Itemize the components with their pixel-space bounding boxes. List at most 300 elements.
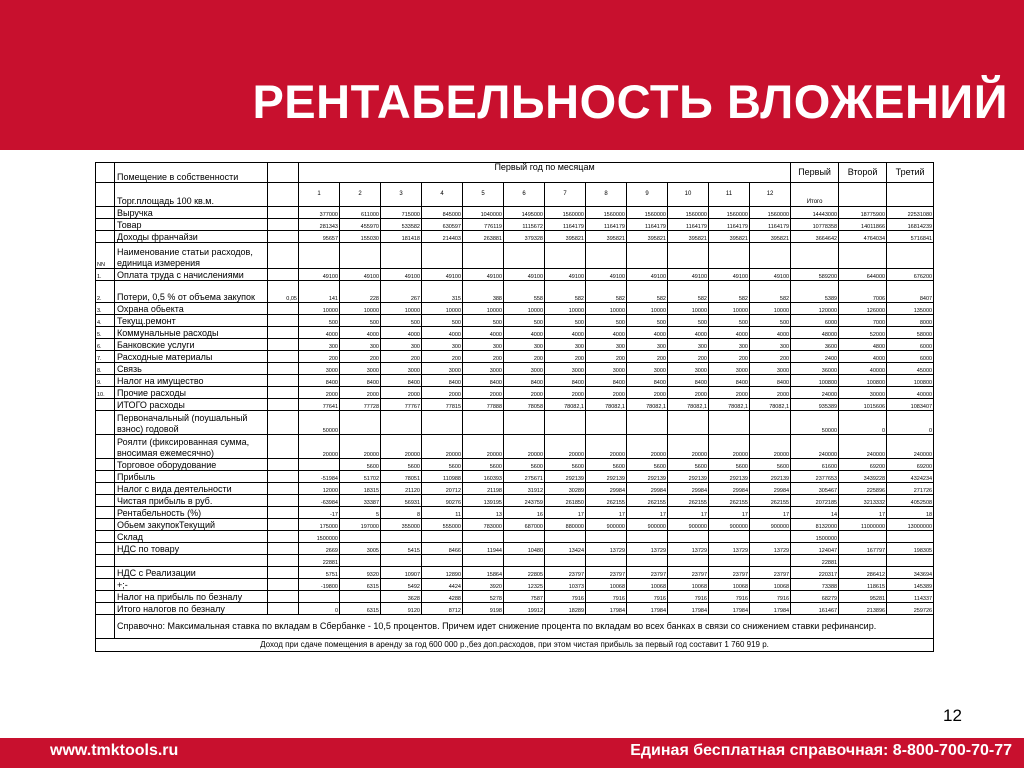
month-value: 20000 — [340, 435, 381, 459]
month-value: 29984 — [627, 483, 668, 495]
month-value: 23797 — [750, 567, 791, 579]
month-value: 17984 — [586, 603, 627, 615]
coefficient-cell — [268, 555, 299, 567]
month-value — [299, 459, 340, 471]
month-value: 3000 — [340, 363, 381, 375]
month-value: 4000 — [627, 327, 668, 339]
month-value: 17984 — [750, 603, 791, 615]
coefficient-cell — [268, 603, 299, 615]
coefficient-cell — [268, 483, 299, 495]
month-value: 900000 — [709, 519, 750, 531]
table-row — [96, 375, 934, 387]
month-value: 20000 — [586, 435, 627, 459]
month-value: 155030 — [340, 231, 381, 243]
table-row — [96, 603, 934, 615]
month-value: 8400 — [422, 375, 463, 387]
row-number — [96, 471, 115, 483]
month-value: 49100 — [586, 269, 627, 281]
month-value: 292139 — [668, 471, 709, 483]
row-label: Рентабельность (%) — [115, 507, 268, 519]
row-label: Обьем закупокТекущий — [115, 519, 268, 531]
month-header: 5 — [463, 183, 504, 207]
month-value: 10000 — [627, 303, 668, 315]
month-value: 49100 — [340, 269, 381, 281]
month-value: 11944 — [463, 543, 504, 555]
month-value: 20000 — [545, 435, 586, 459]
month-value: 110988 — [422, 471, 463, 483]
month-value: 23797 — [545, 567, 586, 579]
row-number — [96, 531, 115, 543]
row-number: 9. — [96, 375, 115, 387]
annual-value — [839, 531, 887, 543]
annual-value: 48000 — [791, 327, 839, 339]
month-value: 78082,1 — [627, 399, 668, 411]
month-value: 262155 — [586, 495, 627, 507]
month-value: 395821 — [627, 231, 668, 243]
month-value — [627, 243, 668, 269]
annual-value: 343694 — [887, 567, 934, 579]
empty-cell — [839, 183, 887, 207]
month-value: 315 — [422, 281, 463, 303]
month-value: 2000 — [381, 387, 422, 399]
month-value: 20000 — [750, 435, 791, 459]
month-value: 49100 — [709, 269, 750, 281]
annual-value — [791, 243, 839, 269]
month-value: 292139 — [627, 471, 668, 483]
month-value: 13729 — [586, 543, 627, 555]
annual-value: 14011866 — [839, 219, 887, 231]
table-row — [96, 519, 934, 531]
month-value: 12890 — [422, 567, 463, 579]
month-value: 56931 — [381, 495, 422, 507]
table-row — [96, 339, 934, 351]
row-number — [96, 543, 115, 555]
month-value: 2000 — [750, 387, 791, 399]
row-label: Налог на прибыль по безналу — [115, 591, 268, 603]
month-value: 77767 — [381, 399, 422, 411]
month-value: 2000 — [668, 387, 709, 399]
month-value: 500 — [299, 315, 340, 327]
row-number — [96, 399, 115, 411]
month-value: 8400 — [340, 375, 381, 387]
month-value: 5278 — [463, 591, 504, 603]
month-value — [422, 411, 463, 435]
month-value: 8400 — [463, 375, 504, 387]
empty-cell — [887, 183, 934, 207]
month-header: 7 — [545, 183, 586, 207]
month-header: 1 — [299, 183, 340, 207]
month-value: 4000 — [381, 327, 422, 339]
month-value: 23797 — [627, 567, 668, 579]
month-value: 1560000 — [709, 207, 750, 219]
annual-value: 198305 — [887, 543, 934, 555]
month-value: 10068 — [668, 579, 709, 591]
month-value: 300 — [340, 339, 381, 351]
annual-value: 16814239 — [887, 219, 934, 231]
empty-cell — [96, 615, 115, 639]
table-row — [96, 591, 934, 603]
row-label: Банковские услуги — [115, 339, 268, 351]
annual-value: 4000 — [839, 351, 887, 363]
month-value: 395821 — [709, 231, 750, 243]
page-title: РЕНТАБЕЛЬНОСТЬ ВЛОЖЕНИЙ — [252, 75, 1008, 128]
annual-value: 30000 — [839, 387, 887, 399]
month-value: 4000 — [545, 327, 586, 339]
table-row — [96, 269, 934, 281]
month-value: 275671 — [504, 471, 545, 483]
month-value: 500 — [422, 315, 463, 327]
month-value: 5600 — [504, 459, 545, 471]
month-value: 267 — [381, 281, 422, 303]
table-row — [96, 243, 934, 269]
month-value: 21120 — [381, 483, 422, 495]
month-value: 20000 — [299, 435, 340, 459]
month-value: 13729 — [668, 543, 709, 555]
month-value: 4000 — [504, 327, 545, 339]
row-label: Расходные материалы — [115, 351, 268, 363]
month-value: 3005 — [340, 543, 381, 555]
month-value: 1115672 — [504, 219, 545, 231]
month-value: 8400 — [750, 375, 791, 387]
row-label: Связь — [115, 363, 268, 375]
month-value — [545, 531, 586, 543]
row-number — [96, 579, 115, 591]
table-row — [96, 531, 934, 543]
month-value: 33387 — [340, 495, 381, 507]
row-number: 5. — [96, 327, 115, 339]
month-value: 395821 — [750, 231, 791, 243]
annual-value: 3213332 — [839, 495, 887, 507]
month-value: 262155 — [668, 495, 709, 507]
row-number — [96, 555, 115, 567]
month-value: 49100 — [545, 269, 586, 281]
month-value: 3000 — [709, 363, 750, 375]
month-value: 3000 — [545, 363, 586, 375]
month-value — [750, 411, 791, 435]
month-value: 6315 — [340, 579, 381, 591]
month-value: 300 — [586, 339, 627, 351]
month-value: 292139 — [586, 471, 627, 483]
row-label: Торговое оборудование — [115, 459, 268, 471]
month-value: 7916 — [627, 591, 668, 603]
annual-value — [887, 555, 934, 567]
month-header: 8 — [586, 183, 627, 207]
month-value — [299, 591, 340, 603]
month-value: 8400 — [299, 375, 340, 387]
month-value: 78082,1 — [668, 399, 709, 411]
month-value: 200 — [340, 351, 381, 363]
month-value: 263881 — [463, 231, 504, 243]
annual-value: 6000 — [887, 351, 934, 363]
annual-value: 3439228 — [839, 471, 887, 483]
profitability-table — [95, 162, 934, 652]
annual-value: 3664642 — [791, 231, 839, 243]
annual-value: 0 — [887, 411, 934, 435]
row-number: 8. — [96, 363, 115, 375]
annual-value: 0 — [839, 411, 887, 435]
annual-value: 305467 — [791, 483, 839, 495]
month-value: 300 — [422, 339, 463, 351]
month-value: 300 — [504, 339, 545, 351]
annual-value: 286412 — [839, 567, 887, 579]
month-value: 500 — [709, 315, 750, 327]
annual-value: 4764034 — [839, 231, 887, 243]
month-value: 2000 — [586, 387, 627, 399]
table-row — [96, 567, 934, 579]
coefficient-cell — [268, 519, 299, 531]
month-value: 3000 — [668, 363, 709, 375]
month-header: 2 — [340, 183, 381, 207]
month-value: 10000 — [299, 303, 340, 315]
month-value: 1164179 — [750, 219, 791, 231]
month-value: 8 — [381, 507, 422, 519]
row-label: Текущ.ремонт — [115, 315, 268, 327]
coefficient-cell — [268, 531, 299, 543]
row-number — [96, 207, 115, 219]
month-value: 5600 — [627, 459, 668, 471]
month-value: 10000 — [381, 303, 422, 315]
table-row — [96, 459, 934, 471]
header-row — [96, 163, 934, 183]
month-value: 5600 — [340, 459, 381, 471]
month-value — [463, 555, 504, 567]
coefficient-cell — [268, 495, 299, 507]
row-label: Охрана обьекта — [115, 303, 268, 315]
month-value: 200 — [586, 351, 627, 363]
month-value: 20712 — [422, 483, 463, 495]
month-value: 20000 — [504, 435, 545, 459]
month-value: 10000 — [586, 303, 627, 315]
month-value: 200 — [627, 351, 668, 363]
month-value: 4424 — [422, 579, 463, 591]
title-banner — [0, 0, 1024, 150]
table-row — [96, 507, 934, 519]
month-value: 29984 — [709, 483, 750, 495]
annual-value: 40000 — [887, 387, 934, 399]
month-value: 300 — [627, 339, 668, 351]
month-value — [340, 411, 381, 435]
year3-header: Третий — [887, 163, 934, 183]
coefficient-cell — [268, 387, 299, 399]
annual-value: 1015606 — [839, 399, 887, 411]
month-value: 500 — [668, 315, 709, 327]
row-number — [96, 519, 115, 531]
month-value: 22805 — [504, 567, 545, 579]
month-value: 200 — [750, 351, 791, 363]
month-value — [750, 555, 791, 567]
month-value — [586, 531, 627, 543]
month-value: 2000 — [709, 387, 750, 399]
month-value: 1560000 — [586, 207, 627, 219]
month-value: 200 — [299, 351, 340, 363]
annual-value: 1083407 — [887, 399, 934, 411]
month-value: 3000 — [627, 363, 668, 375]
annual-value — [839, 243, 887, 269]
month-value: 29984 — [750, 483, 791, 495]
month-value: 1164179 — [627, 219, 668, 231]
annual-value: 14443000 — [791, 207, 839, 219]
month-value: 8400 — [627, 375, 668, 387]
month-value: 1560000 — [545, 207, 586, 219]
month-value: 262155 — [750, 495, 791, 507]
annual-value: 58000 — [887, 327, 934, 339]
month-value: 49100 — [381, 269, 422, 281]
annual-value: 935389 — [791, 399, 839, 411]
table-row — [96, 207, 934, 219]
annual-value: 126000 — [839, 303, 887, 315]
month-value: 49100 — [463, 269, 504, 281]
month-value — [627, 411, 668, 435]
month-value: 582 — [750, 281, 791, 303]
coefficient-cell — [268, 543, 299, 555]
month-header: 12 — [750, 183, 791, 207]
month-value — [545, 411, 586, 435]
month-header: 10 — [668, 183, 709, 207]
month-value: 8712 — [422, 603, 463, 615]
month-value: 12000 — [299, 483, 340, 495]
month-value — [545, 243, 586, 269]
month-value: 900000 — [627, 519, 668, 531]
row-label: Налог с вида деятельности — [115, 483, 268, 495]
annual-value: 8000 — [887, 315, 934, 327]
month-value: 17 — [586, 507, 627, 519]
month-value: 4000 — [463, 327, 504, 339]
month-value: 17 — [750, 507, 791, 519]
table-row — [96, 363, 934, 375]
month-value: 10000 — [463, 303, 504, 315]
month-value — [668, 411, 709, 435]
month-value — [750, 243, 791, 269]
month-value: 8400 — [545, 375, 586, 387]
month-value: 2000 — [422, 387, 463, 399]
month-value: 10068 — [709, 579, 750, 591]
month-value: -63984 — [299, 495, 340, 507]
month-value: 4000 — [750, 327, 791, 339]
month-header: 3 — [381, 183, 422, 207]
annual-value: 7006 — [839, 281, 887, 303]
month-value: 95657 — [299, 231, 340, 243]
month-value: 10907 — [381, 567, 422, 579]
month-value: 3920 — [463, 579, 504, 591]
coefficient-cell — [268, 339, 299, 351]
month-value: 5 — [340, 507, 381, 519]
month-value: 200 — [709, 351, 750, 363]
row-number — [96, 231, 115, 243]
page-number: 12 — [943, 706, 962, 725]
month-value: 5600 — [422, 459, 463, 471]
month-value: -17 — [299, 507, 340, 519]
month-value: 3000 — [586, 363, 627, 375]
month-value — [709, 243, 750, 269]
month-value: 49100 — [627, 269, 668, 281]
month-value: 49100 — [299, 269, 340, 281]
month-value: 17 — [545, 507, 586, 519]
table-row — [96, 555, 934, 567]
website-link[interactable]: www.tmktools.ru — [50, 742, 179, 759]
month-value: 5415 — [381, 543, 422, 555]
month-value: 500 — [463, 315, 504, 327]
annual-value: 124047 — [791, 543, 839, 555]
month-value: 2000 — [504, 387, 545, 399]
month-value: 5600 — [709, 459, 750, 471]
month-value: 78082,1 — [750, 399, 791, 411]
month-value: 17984 — [627, 603, 668, 615]
month-value — [709, 555, 750, 567]
month-value: 1040000 — [463, 207, 504, 219]
row-label: Прочие расходы — [115, 387, 268, 399]
annual-value: 45000 — [887, 363, 934, 375]
row-label: Роялти (фиксированная сумма, вносимая ежемесячно) — [115, 435, 268, 459]
month-value: 197000 — [340, 519, 381, 531]
empty-cell — [268, 183, 299, 207]
table-row — [96, 411, 934, 435]
table-row — [96, 303, 934, 315]
month-value: 10000 — [709, 303, 750, 315]
month-value: 1164179 — [668, 219, 709, 231]
month-value: 500 — [545, 315, 586, 327]
month-value: 18315 — [340, 483, 381, 495]
month-value: 23797 — [668, 567, 709, 579]
month-value: 17 — [627, 507, 668, 519]
month-value: 15864 — [463, 567, 504, 579]
month-value: 29984 — [586, 483, 627, 495]
month-value: 533582 — [381, 219, 422, 231]
coefficient-cell — [268, 269, 299, 281]
month-value: 49100 — [750, 269, 791, 281]
month-value: 4000 — [668, 327, 709, 339]
month-value: 10000 — [340, 303, 381, 315]
annual-value: 13000000 — [887, 519, 934, 531]
annual-value: 589200 — [791, 269, 839, 281]
month-value: 200 — [422, 351, 463, 363]
coefficient-cell — [268, 435, 299, 459]
annual-value: 100800 — [887, 375, 934, 387]
month-value: 78082,1 — [709, 399, 750, 411]
month-value: 300 — [750, 339, 791, 351]
month-value: 23797 — [709, 567, 750, 579]
month-value — [627, 555, 668, 567]
total-header: Итого — [791, 183, 839, 207]
table-row — [96, 281, 934, 303]
month-value: 300 — [463, 339, 504, 351]
month-header: 9 — [627, 183, 668, 207]
table-row — [96, 435, 934, 459]
month-value: 10000 — [504, 303, 545, 315]
month-value: 31912 — [504, 483, 545, 495]
month-value: 78082,1 — [586, 399, 627, 411]
row-label: Выручка — [115, 207, 268, 219]
month-value: 292139 — [750, 471, 791, 483]
coefficient-cell — [268, 567, 299, 579]
month-value: 715000 — [381, 207, 422, 219]
month-value: 776119 — [463, 219, 504, 231]
month-value: 1560000 — [750, 207, 791, 219]
month-value: 21198 — [463, 483, 504, 495]
month-value — [668, 243, 709, 269]
rental-income-summary: Доход при сдаче помещения в аренду за год 600 000 р.,без доп.расходов, при этом чистая прибыль за первый год составит 1 760 919 р. — [96, 639, 934, 652]
month-value: 50000 — [299, 411, 340, 435]
month-value: 13729 — [750, 543, 791, 555]
annual-value: 240000 — [839, 435, 887, 459]
month-value — [504, 555, 545, 567]
month-value: 4000 — [299, 327, 340, 339]
month-value: 500 — [586, 315, 627, 327]
month-value: 292139 — [545, 471, 586, 483]
month-value: 160393 — [463, 471, 504, 483]
table-row — [96, 483, 934, 495]
table-row — [96, 471, 934, 483]
month-value: 7916 — [750, 591, 791, 603]
